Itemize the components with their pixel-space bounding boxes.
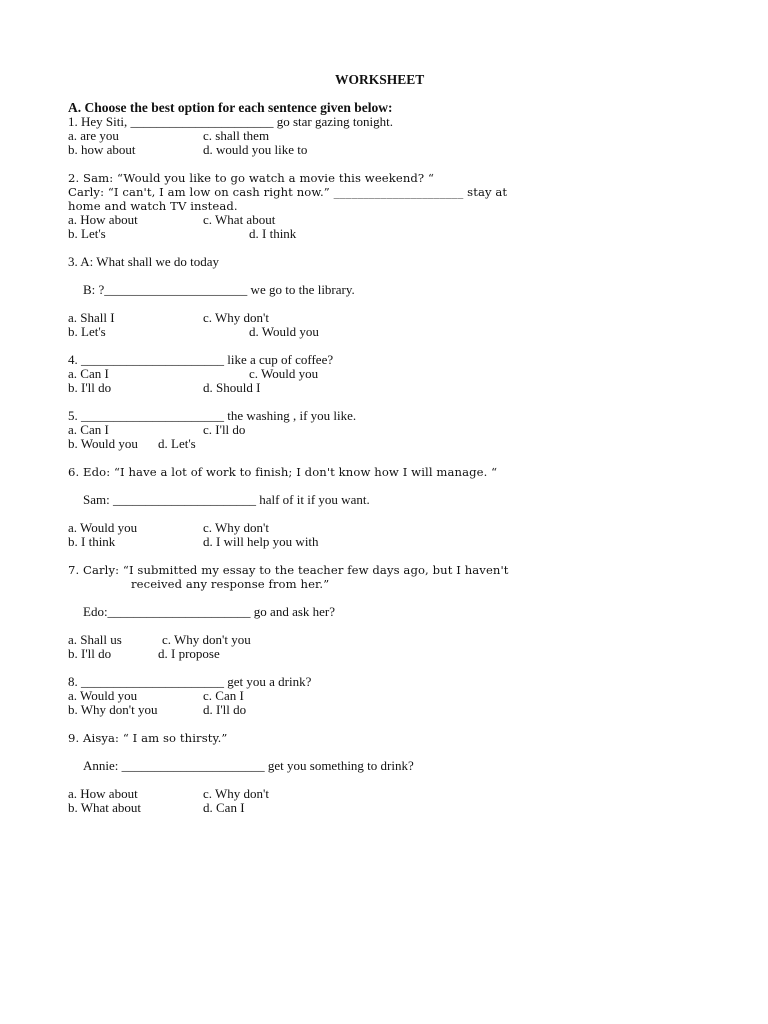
question-7-line-1: 7. Carly: “I submitted my essay to the teacher few days ago, but I haven't xyxy=(68,563,509,577)
question-2-line-3: home and watch TV instead. xyxy=(68,199,238,213)
question-5-text: 5. ______________________ the washing , if you like. xyxy=(68,408,357,423)
question-9-option-c: c. Why don't xyxy=(203,786,270,801)
question-7-line-2: received any response from her.” xyxy=(131,577,330,591)
question-4-option-d: d. Should I xyxy=(203,380,261,395)
question-7-option-c: c. Why don't you xyxy=(162,632,251,647)
question-7-option-a: a. Shall us xyxy=(68,632,122,647)
question-4-option-b: b. I'll do xyxy=(68,380,112,395)
question-3-option-a: a. Shall I xyxy=(68,310,115,325)
question-2-option-b: b. Let's xyxy=(68,226,106,241)
question-6-option-c: c. Why don't xyxy=(203,520,270,535)
worksheet-title: WORKSHEET xyxy=(335,72,425,87)
question-3-option-d: d. Would you xyxy=(249,324,319,339)
question-1-option-c: c. shall them xyxy=(203,128,270,143)
question-2-option-d: d. I think xyxy=(249,226,297,241)
question-2-line-2: Carly: “I can't, I am low on cash right now.” ______________________ stay at xyxy=(68,185,508,199)
question-6-option-d: d. I will help you with xyxy=(203,534,319,549)
section-a-instruction: A. Choose the best option for each sentence given below: xyxy=(68,100,393,115)
question-5-option-c: c. I'll do xyxy=(203,422,246,437)
question-6-option-a: a. Would you xyxy=(68,520,138,535)
question-4-option-a: a. Can I xyxy=(68,366,109,381)
question-3-option-c: c. Why don't xyxy=(203,310,270,325)
question-6-line-2: Sam: ______________________ half of it if you want. xyxy=(83,492,370,507)
question-9-line-1: 9. Aisya: “ I am so thirsty.” xyxy=(68,731,228,745)
question-9-option-a: a. How about xyxy=(68,786,138,801)
question-9-option-d: d. Can I xyxy=(203,800,245,815)
question-3-line-1: 3. A: What shall we do today xyxy=(68,254,220,269)
question-5-option-b: b. Would you xyxy=(68,436,138,451)
question-3-line-2: B: ?______________________ we go to the library. xyxy=(83,282,355,297)
question-8-text: 8. ______________________ get you a drink? xyxy=(68,674,312,689)
question-9-option-b: b. What about xyxy=(68,800,142,815)
question-7-line-3: Edo:______________________ go and ask her? xyxy=(83,604,336,619)
question-1-text: 1. Hey Siti, ______________________ go star gazing tonight. xyxy=(68,114,393,129)
question-8-option-c: c. Can I xyxy=(203,688,244,703)
question-5-option-a: a. Can I xyxy=(68,422,109,437)
question-2-line-1: 2. Sam: “Would you like to go watch a movie this weekend? “ xyxy=(68,171,435,185)
question-8-option-a: a. Would you xyxy=(68,688,138,703)
question-8-option-d: d. I'll do xyxy=(203,702,247,717)
question-6-option-b: b. I think xyxy=(68,534,116,549)
question-1-option-a: a. are you xyxy=(68,128,119,143)
question-4-text: 4. ______________________ like a cup of coffee? xyxy=(68,352,334,367)
question-1-option-b: b. how about xyxy=(68,142,136,157)
question-2-option-a: a. How about xyxy=(68,212,138,227)
question-2-option-c: c. What about xyxy=(203,212,276,227)
question-4-option-c: c. Would you xyxy=(249,366,319,381)
question-5-option-d: d. Let's xyxy=(158,436,196,451)
question-6-line-1: 6. Edo: “I have a lot of work to finish; I don't know how I will manage. “ xyxy=(68,465,498,479)
question-7-option-d: d. I propose xyxy=(158,646,220,661)
question-7-option-b: b. I'll do xyxy=(68,646,112,661)
question-8-option-b: b. Why don't you xyxy=(68,702,158,717)
question-3-option-b: b. Let's xyxy=(68,324,106,339)
question-9-line-2: Annie: ______________________ get you something to drink? xyxy=(83,758,414,773)
question-1-option-d: d. would you like to xyxy=(203,142,308,157)
